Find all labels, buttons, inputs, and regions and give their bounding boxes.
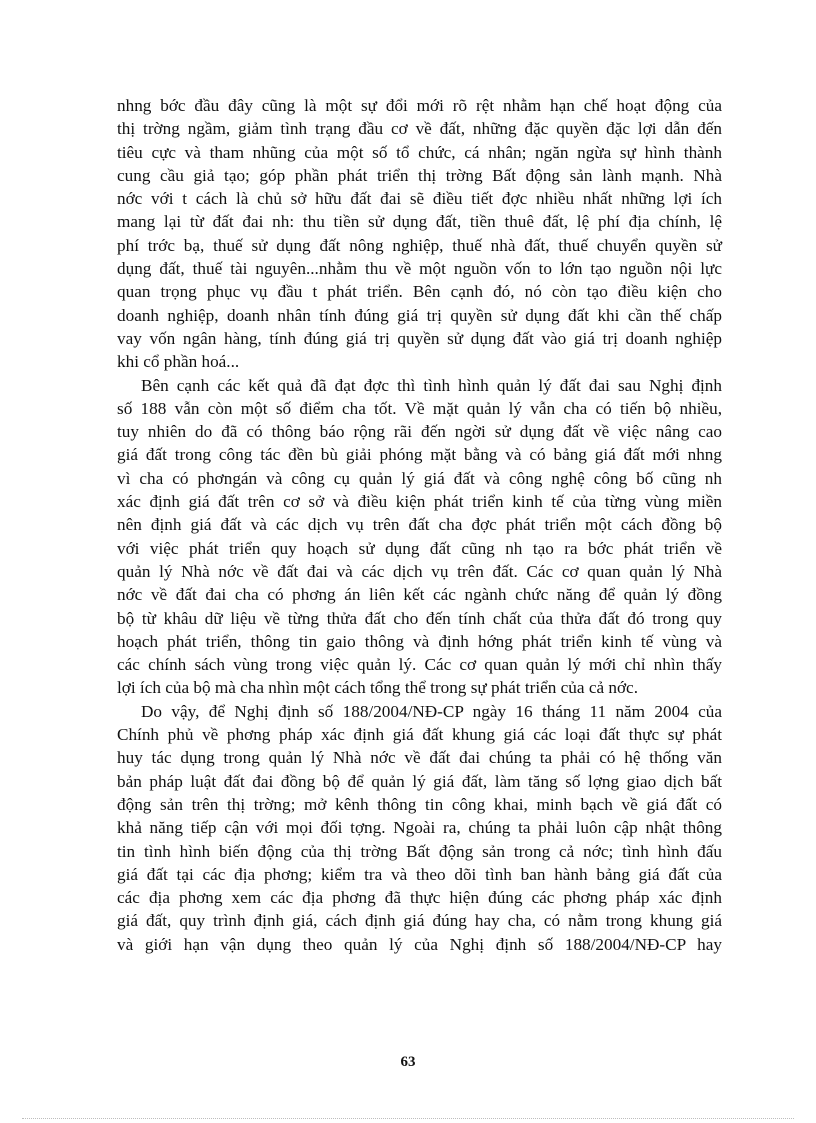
text-line: mang lại từ đất đai nh: thu tiền sử dụng đất, tiền thuê đất, lệ phí địa chính, lệ — [117, 212, 722, 232]
text-line: tuy nhiên do đã có thông báo rộng rãi đến ngời sử dụng đất về việc nâng cao — [117, 422, 722, 442]
text-line: Bên cạnh các kết quả đã đạt đợc thì tình hình quản lý đất đai sau Nghị định — [141, 375, 722, 395]
text-line: các chính sách vùng trong việc quản lý. Các cơ quan quản lý mới chỉ nhìn thấy — [117, 655, 722, 675]
page-bottom-divider — [22, 1118, 794, 1119]
text-line: Chính phủ về phơng pháp xác định giá đất khung giá các loại đất thực sự phát — [117, 725, 722, 745]
text-line: Do vậy, để Nghị định số 188/2004/NĐ-CP ngày 16 tháng 11 năm 2004 của — [141, 701, 722, 721]
body-text — [117, 94, 722, 956]
text-line: xác định giá đất trên cơ sở và điều kiện phát triển kinh tế của từng vùng miền — [117, 492, 722, 512]
text-line: và giới hạn vận dụng theo quản lý của Nghị định số 188/2004/NĐ-CP hay — [117, 934, 722, 954]
text-line: số 188 vẫn còn một số điểm cha tốt. Về mặt quản lý vẫn cha có tiến bộ nhiều, — [117, 398, 722, 418]
text-line: vì cha có phơngán và công cụ quản lý giá đất và công nghệ công bố cũng nh — [117, 468, 722, 488]
text-line: khi cổ phần hoá... — [117, 352, 240, 372]
paragraph — [117, 94, 722, 374]
text-line: tin tình hình biến động của thị trờng Bất động sản trong cả nớc; tình hình đấu — [117, 841, 722, 861]
text-line: cung cầu giả tạo; góp phần phát triển thị trờng Bất động sản lành mạnh. Nhà — [117, 165, 722, 185]
text-line: quản lý Nhà nớc về đất đai và các dịch vụ trên đất. Các cơ quan quản lý Nhà — [117, 561, 722, 581]
text-line: bản pháp luật đất đai đồng bộ để quản lý giá đất, làm tăng số lợng giao dịch bất — [117, 771, 722, 791]
text-line: doanh nghiệp, doanh nhân tính đúng giá trị quyền sử dụng đất khi cần thế chấp — [117, 305, 722, 325]
text-line: tiêu cực và tham nhũng của một số tổ chức, cá nhân; ngăn ngừa sự hình thành — [117, 142, 722, 162]
text-line: vay vốn ngân hàng, tính đúng giá trị quyền sử dụng đất vào giá trị doanh nghiệp — [117, 328, 722, 348]
text-line: giá đất, quy trình định giá, cách định giá đúng hay cha, có nằm trong khung giá — [117, 911, 722, 931]
text-line: giá đất trong công tác đền bù giải phóng mặt bằng và có bảng giá đất mới nhng — [117, 445, 722, 465]
text-line: thị trờng ngầm, giảm tình trạng đầu cơ về đất, những đặc quyền đặc lợi dẫn đến — [117, 119, 722, 139]
paragraph — [117, 700, 722, 956]
text-line: với việc phát triển quy hoạch sử dụng đất cũng nh tạo ra bớc phát triển về — [117, 538, 722, 558]
text-line: giá đất tại các địa phơng; kiểm tra và theo dõi tình ban hành bảng giá đất của — [117, 864, 722, 884]
text-line: lợi ích của bộ mà cha nhìn một cách tổng thể trong sự phát triển của cả nớc. — [117, 678, 638, 698]
page-number: 63 — [400, 1054, 416, 1070]
text-line: động sản trên thị trờng; mở kênh thông tin công khai, minh bạch về giá đất có — [117, 794, 722, 814]
text-line: các địa phơng xem các địa phơng đã thực hiện đúng các phơng pháp xác định — [117, 888, 722, 908]
text-line: hoạch phát triển, thông tin gaio thông và định hớng phát triển kinh tế vùng và — [117, 631, 722, 651]
text-line: huy tác dụng trong quản lý Nhà nớc về đất đai chúng ta phải có hệ thống văn — [117, 748, 722, 768]
text-line: nhng bớc đầu đây cũng là một sự đổi mới rõ rệt nhằm hạn chế hoạt động của — [117, 96, 722, 115]
text-line: nớc về đất đai cha có phơng án liên kết các ngành chức năng để quản lý đồng — [117, 585, 722, 605]
text-line: nên định giá đất và các dịch vụ trên đất cha đợc phát triển một cách đồng bộ — [117, 515, 722, 535]
text-line: quan trọng phục vụ đầu t phát triển. Bên cạnh đó, nó còn tạo điều kiện cho — [117, 282, 722, 302]
text-line: phí trớc bạ, thuế sử dụng đất nông nghiệp, thuế nhà đất, thuế chuyển quyền sử — [117, 235, 722, 255]
paragraph — [117, 374, 722, 700]
text-line: nớc với t cách là chủ sở hữu đất đai sẽ điều tiết đợc nhiều nhất những lợi ích — [117, 189, 722, 209]
text-line: dụng đất, thuế tài nguyên...nhằm thu về một nguồn vốn to lớn tạo nguồn nội lực — [117, 259, 722, 279]
text-line: bộ từ khâu dữ liệu về từng thửa đất cho đến tính chất của thửa đất đó trong quy — [117, 608, 722, 628]
text-line: khả năng tiếp cận với mọi đối tợng. Ngoài ra, chúng ta phải luôn cập nhật thông — [117, 818, 722, 838]
